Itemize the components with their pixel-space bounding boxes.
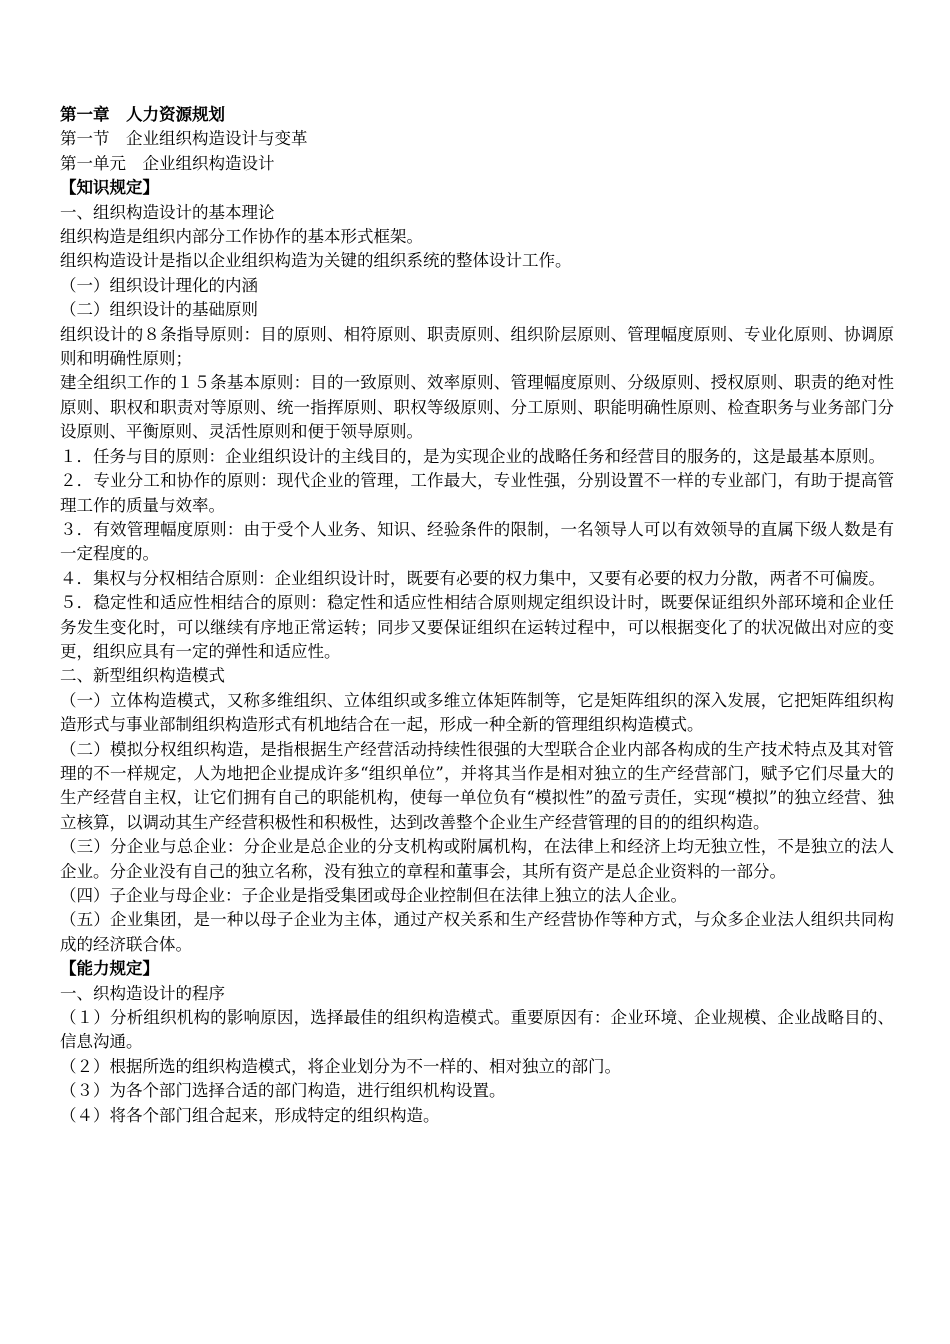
paragraph: （二）模拟分权组织构造，是指根据生产经营活动持续性很强的大型联合企业内部各构成的生产技术特点及其对管理的不一样规定，人为地把企业提成许多“组织单位”，并将其当作是相对独立的生产经营部门，赋予它们尽量大的生产经营自主权，让它们拥有自己的职能机构，使每一单位负有“模拟性”的盈亏责任，实现“模拟”的独立经营、独立核算，以调动其生产经营积极性和积极性，达到改善整个企业生产经营管理的目的的组织构造。 [60, 739, 894, 832]
paragraph: （三）分企业与总企业：分企业是总企业的分支机构或附属机构，在法律上和经济上均无独立性，不是独立的法人企业。分企业没有自己的独立名称，没有独立的章程和董事会，其所有资产是总企业资料的一部分。 [60, 837, 894, 881]
paragraph: （一）立体构造模式，又称多维组织、立体组织或多维立体矩阵制等，它是矩阵组织的深入发展，它把矩阵组织构造形式与事业部制组织构造形式有机地结合在一起，形成一种全新的管理组织构造模式。 [60, 690, 894, 735]
paragraph: ４．集权与分权相结合原则：企业组织设计时，既要有必要的权力集中，又要有必要的权力分散，两者不可偏废。 [60, 568, 885, 588]
paragraph: 一、织构造设计的程序 [60, 983, 225, 1003]
chapter-title: 第一章 人力资源规划 [60, 105, 225, 124]
paragraph: 一、组织构造设计的基本理论 [60, 202, 275, 222]
paragraph: １．任务与目的原则：企业组织设计的主线目的，是为实现企业的战略任务和经营目的服务的，这是最基本原则。 [60, 446, 885, 466]
paragraph: （五）企业集团，是一种以母子企业为主体，通过产权关系和生产经营协作等种方式，与众多企业法人组织共同构成的经济联合体。 [60, 910, 894, 954]
section-title: 第一节 企业组织构造设计与变革 [60, 129, 308, 149]
paragraph: （１）分析组织机构的影响原因，选择最佳的组织构造模式。重要原因有：企业环境、企业规模、企业战略目的、信息沟通。 [60, 1008, 894, 1052]
paragraph: （四）子企业与母企业：子企业是指受集团或母企业控制但在法律上独立的法人企业。 [60, 886, 687, 905]
document-page [60, 103, 894, 1128]
paragraph: ５．稳定性和适应性相结合的原则：稳定性和适应性相结合原则规定组织设计时，既要保证组织外部环境和企业任务发生变化时，可以继续有序地正常运转；同步又要保证组织在运转过程中，可以根据变化了的状况做出对应的变更，组织应具有一定的弹性和适应性。 [60, 593, 894, 661]
paragraph: 组织构造是组织内部分工作协作的基本形式框架。 [60, 227, 423, 247]
paragraph: 二、新型组织构造模式 [60, 666, 225, 686]
paragraph: 组织构造设计是指以企业组织构造为关键的组织系统的整体设计工作。 [60, 251, 572, 271]
ability-heading: 【能力规定】 [60, 959, 159, 979]
knowledge-heading: 【知识规定】 [60, 178, 159, 198]
paragraph: （３）为各个部门选择合适的部门构造，进行组织机构设置。 [60, 1081, 506, 1101]
paragraph: ２．专业分工和协作的原则：现代企业的管理，工作最大，专业性强，分别设置不一样的专业部门，有助于提高管理工作的质量与效率。 [60, 471, 894, 515]
paragraph: （二）组织设计的基础原则 [60, 300, 258, 320]
paragraph: （一）组织设计理化的内涵 [60, 275, 258, 295]
paragraph: 组织设计的８条指导原则：目的原则、相符原则、职责原则、组织阶层原则、管理幅度原则、专业化原则、协调原则和明确性原则； [60, 324, 894, 369]
paragraph: （４）将各个部门组合起来，形成特定的组织构造。 [60, 1105, 440, 1125]
unit-title: 第一单元 企业组织构造设计 [60, 153, 275, 173]
paragraph: （２）根据所选的组织构造模式，将企业划分为不一样的、相对独立的部门。 [60, 1056, 621, 1076]
paragraph: ３．有效管理幅度原则：由于受个人业务、知识、经验条件的限制，一名领导人可以有效领导的直属下级人数是有一定程度的。 [60, 519, 894, 564]
paragraph: 建全组织工作的１５条基本原则：目的一致原则、效率原则、管理幅度原则、分级原则、授权原则、职责的绝对性原则、职权和职责对等原则、统一指挥原则、职权等级原则、分工原则、职能明确性原则、检查职务与业务部门分设原则、平衡原则、灵活性原则和便于领导原则。 [60, 373, 894, 442]
